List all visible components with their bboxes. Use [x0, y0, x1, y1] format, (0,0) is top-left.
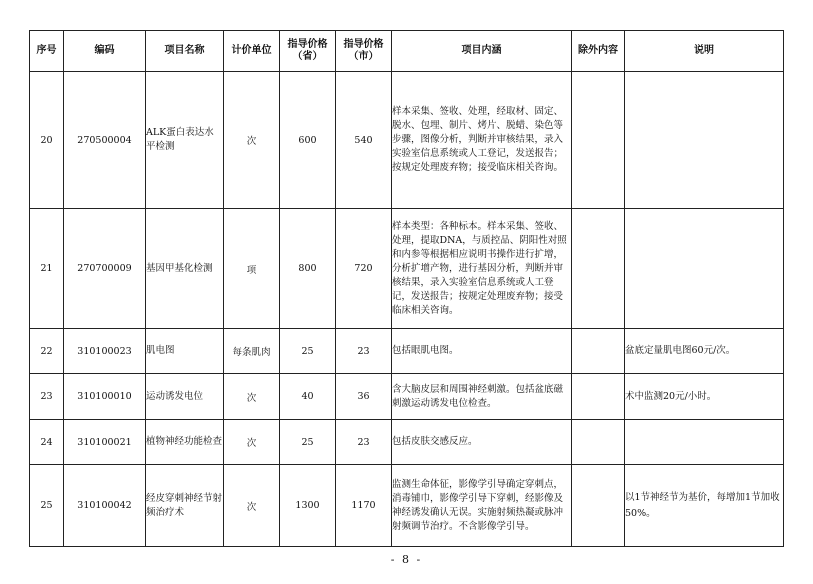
cell-price-province: 800 [280, 209, 336, 329]
cell-content: 含大脑皮层和周围神经刺激。包括盆底磁刺激运动诱发电位检查。 [392, 374, 572, 420]
cell-name: ALK蛋白表达水平检测 [146, 72, 224, 209]
table-row [30, 209, 784, 329]
cell-note [625, 420, 784, 465]
table-row [30, 72, 784, 209]
cell-name: 植物神经功能检查 [146, 420, 224, 465]
table-header-row [30, 31, 784, 72]
cell-exclusion [572, 329, 625, 374]
cell-seq: 25 [30, 465, 64, 547]
cell-name: 基因甲基化检测 [146, 209, 224, 329]
cell-note [625, 209, 784, 329]
cell-price-province: 40 [280, 374, 336, 420]
cell-price-city: 23 [336, 420, 392, 465]
cell-name: 肌电图 [146, 329, 224, 374]
cell-note: 以1节神经节为基价，每增加1节加收50%。 [625, 465, 784, 547]
header-note: 说明 [625, 31, 784, 72]
cell-name: 经皮穿刺神经节射频治疗术 [146, 465, 224, 547]
header-content: 项目内涵 [392, 31, 572, 72]
cell-content: 样本采集、签收、处理，经取材、固定、脱水、包埋、制片、烤片、脱蜡、染色等步骤，图像分析，判断并审核结果，录入实验室信息系统或人工登记，发送报告；按规定处理废弃物；接受临床相关咨询。 [392, 72, 572, 209]
cell-seq: 20 [30, 72, 64, 209]
cell-code: 310100042 [64, 465, 146, 547]
cell-price-province: 1300 [280, 465, 336, 547]
cell-unit: 每条肌肉 [224, 329, 280, 374]
header-seq: 序号 [30, 31, 64, 72]
cell-unit: 项 [224, 209, 280, 329]
cell-unit: 次 [224, 374, 280, 420]
cell-content: 包括眼肌电图。 [392, 329, 572, 374]
cell-content: 监测生命体征，影像学引导确定穿刺点，消毒铺巾，影像学引导下穿刺，经影像及神经诱发确认无误。实施射频热凝或脉冲射频调节治疗。不含影像学引导。 [392, 465, 572, 547]
cell-exclusion [572, 72, 625, 209]
header-price-city: 指导价格（市） [336, 31, 392, 72]
cell-price-city: 36 [336, 374, 392, 420]
cell-code: 270500004 [64, 72, 146, 209]
header-exclusion: 除外内容 [572, 31, 625, 72]
header-name: 项目名称 [146, 31, 224, 72]
cell-note [625, 72, 784, 209]
cell-price-city: 1170 [336, 465, 392, 547]
header-unit: 计价单位 [224, 31, 280, 72]
cell-price-province: 600 [280, 72, 336, 209]
cell-name: 运动诱发电位 [146, 374, 224, 420]
cell-exclusion [572, 209, 625, 329]
cell-note: 术中监测20元/小时。 [625, 374, 784, 420]
header-code: 编码 [64, 31, 146, 72]
cell-content: 包括皮肤交感反应。 [392, 420, 572, 465]
cell-price-province: 25 [280, 420, 336, 465]
cell-note: 盆底定量肌电图60元/次。 [625, 329, 784, 374]
table-row [30, 420, 784, 465]
table-row [30, 465, 784, 547]
cell-exclusion [572, 465, 625, 547]
cell-seq: 22 [30, 329, 64, 374]
cell-seq: 23 [30, 374, 64, 420]
cell-price-city: 23 [336, 329, 392, 374]
cell-price-province: 25 [280, 329, 336, 374]
table-row [30, 374, 784, 420]
cell-content: 样本类型：各种标本。样本采集、签收、处理，提取DNA，与质控品、阴阳性对照和内参等根据相应说明书操作进行扩增，分析扩增产物，进行基因分析，判断并审核结果，录入实验室信息系统或人工登记，发送报告；按规定处理废弃物；接受临床相关咨询。 [392, 209, 572, 329]
price-table [29, 30, 784, 547]
cell-seq: 24 [30, 420, 64, 465]
cell-code: 310100021 [64, 420, 146, 465]
cell-code: 270700009 [64, 209, 146, 329]
cell-exclusion [572, 374, 625, 420]
cell-exclusion [572, 420, 625, 465]
cell-code: 310100023 [64, 329, 146, 374]
header-price-province: 指导价格（省） [280, 31, 336, 72]
page-number: - 8 - [390, 553, 423, 566]
table-row [30, 329, 784, 374]
cell-code: 310100010 [64, 374, 146, 420]
cell-seq: 21 [30, 209, 64, 329]
cell-price-city: 720 [336, 209, 392, 329]
cell-price-city: 540 [336, 72, 392, 209]
cell-unit: 次 [224, 72, 280, 209]
cell-unit: 次 [224, 465, 280, 547]
cell-unit: 次 [224, 420, 280, 465]
